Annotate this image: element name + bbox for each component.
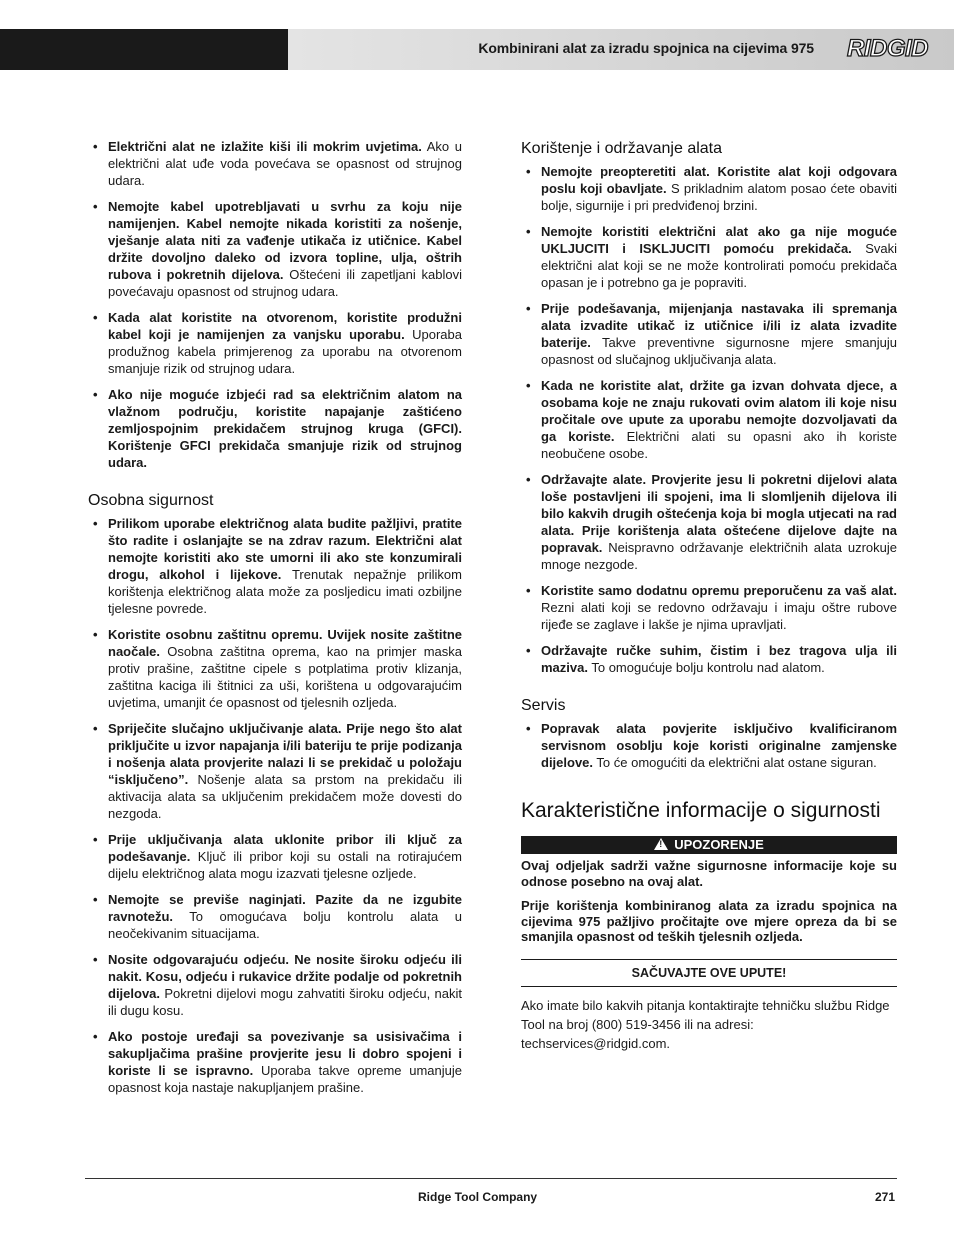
list-item — [88, 138, 462, 189]
warning-label: UPOZORENJE — [674, 837, 764, 852]
personal-safety-list — [88, 515, 462, 1096]
list-item — [521, 223, 897, 291]
right-column — [521, 138, 897, 1053]
list-item-text: Svaki električni alat koji se ne može kontrolirati pomoću prekidača opasan je i potrebno ga je popraviti. — [541, 241, 897, 290]
list-item-bold-text: Ako nije moguće izbjeći rad sa električnim alatom na vlažnom području, koristite napajanje zaštićeno zemljospojnim prekidačem strujnog kruga (GFCI). Korištenje GFCI prekidača smanjuje rizik od strujnog udara. — [108, 387, 462, 470]
footer-divider — [85, 1178, 897, 1179]
header-grey-band — [288, 29, 954, 70]
list-item-text: Osobna zaštitna oprema, kao na primjer maska protiv prašine, zaštitne cipele s potplatima protiv klizanja, zaštitna kaciga ili štitnici za uši, korištena u odgovarajućim uvjetima, umanjit će opasnost od tjelesnih ozljeda. — [108, 644, 462, 710]
document-title: Kombinirani alat za izradu spojnica na cijevima 975 — [478, 40, 814, 56]
list-item-text: To će omogućiti da električni alat ostane siguran. — [593, 755, 877, 770]
list-item-text: Nošenje alata sa prstom na prekidaču ili aktivacija alata sa uključenim prekidačem može dovesti do nezgoda. — [108, 772, 462, 821]
list-item — [521, 582, 897, 633]
tool-use-list — [521, 163, 897, 676]
list-item-text: Električni alati su opasni ako ih koriste neobučene osobe. — [541, 429, 897, 461]
list-item-text: Rezni alati koji se redovno održavaju i imaju oštre rubove rijeđe se zaglave i lakše je njima upravljati. — [541, 600, 897, 632]
list-item-bold-text: Popravak alata povjerite isključivo kvalificiranom servisnom osoblju koje koristi originalne zamjenske dijelove. — [541, 721, 897, 770]
list-item-bold-text: Koristite samo dodatnu opremu preporučenu za vaš alat. — [541, 583, 897, 598]
list-item — [88, 198, 462, 300]
list-item — [521, 471, 897, 573]
list-item — [521, 377, 897, 462]
list-item — [88, 1028, 462, 1096]
list-item-text: To omogućuje bolju kontrolu nad alatom. — [587, 660, 825, 675]
electrical-safety-list — [88, 138, 462, 471]
list-item-bold-text: Nemojte koristiti električni alat ako ga nije moguće UKLJUCITI i ISKLJUCITI pomoću prekidača. — [541, 224, 897, 256]
list-item-text: Ključ ili pribor koji su ostali na rotirajućem dijelu električnog alata mogu izazvati tjelesne ozljede. — [108, 849, 462, 881]
list-item-bold-text: Prilikom uporabe električnog alata budite pažljivi, pratite što radite i oslanjajte se na zdrav razum. Električni alat nemojte koristiti ako ste umorni ili ako ste konzumirali drogu, alkohol i lijekove. — [108, 516, 462, 582]
header-black-band — [0, 29, 288, 70]
list-item-bold-text: Spriječite slučajno uključivanje alata. Prije nego što alat priključite u izvor napajanja i/ili bateriju te prije podizanja i nošenja alata provjerite nalazi li se prekidač u položaju “isključeno”. — [108, 721, 462, 787]
contact-paragraph: Ako imate bilo kakvih pitanja kontaktirajte tehničku službu Ridge Tool na broj (800) 519-3456 ili na adresi: techservices@ridgid.com. — [521, 997, 890, 1051]
list-item — [88, 720, 462, 822]
list-item-bold-text: Održavajte alate. Provjerite jesu li pokretni dijelovi alata loše postavljeni ili spojeni, ima li slomljenih dijelova ili bilo kakvih drugih oštećenja koja bi mogla utjecati na rad alata. Prije korištenja alata oštećene dijelove dajte na popravak. — [541, 472, 897, 555]
list-item-text: To omogućava bolju kontrolu alata u neočekivanim situacijama. — [108, 909, 462, 941]
list-item-bold-text: Održavajte ručke suhim, čistim i bez tragova ulja ili maziva. — [541, 643, 897, 675]
list-item — [521, 642, 897, 676]
tool-use-heading: Korištenje i održavanje alata — [521, 140, 723, 157]
list-item-text: Takve preventivne sigurnosne mjere smanjuju opasnost od slučajnog uključivanja alata. — [541, 335, 897, 367]
list-item-text: Uporaba produžnog kabela primjerenog za uporabu na otvorenom smanjuje rizik od strujnog udara. — [108, 327, 462, 376]
list-item — [521, 720, 897, 771]
list-item-text: Neispravno održavanje električnih alata uzrokuje mnoge nezgode. — [541, 540, 897, 572]
section-title: Karakteristične informacije o sigurnosti — [521, 799, 881, 822]
list-item-bold-text: Kada ne koristite alat, držite ga izvan dohvata djece, a osobama koje ne znaju rukovati ovim alatom ili koje nisu pročitale ove upute za uporabu nemojte dozvoljavati da ga koriste. — [541, 378, 897, 444]
list-item-bold-text: Ako postoje uređaji sa povezivanje sa usisivačima i sakupljačima prašine provjerite jesu li dobro spojeni i koriste li se ispravno. — [108, 1029, 462, 1078]
list-item-bold-text: Nemojte se previše naginjati. Pazite da ne izgubite ravnotežu. — [108, 892, 462, 924]
warning-paragraph-2: Prije korištenja kombiniranog alata za izradu spojnica na cijevima 975 pažljivo pročitajte ove mjere opreza da bi se smanjila opasnost od teških tjelesnih ozljeda. — [521, 898, 897, 944]
list-item — [88, 831, 462, 882]
list-item-text: Pokretni dijelovi mogu zahvatiti široku odjeću, nakit ili dugu kosu. — [108, 986, 462, 1018]
list-item-text: Oštećeni ili zapetljani kablovi povećavaju opasnost od strujnog udara. — [108, 267, 462, 299]
warning-paragraph-1: Ovaj odjeljak sadrži važne sigurnosne informacije koje su odnose posebno na ovaj alat. — [521, 858, 897, 889]
service-list — [521, 720, 897, 771]
list-item — [88, 309, 462, 377]
left-column — [88, 138, 462, 1105]
list-item-bold-text: Nemojte preopteretiti alat. Koristite alat koji odgovara poslu koji obavljate. — [541, 164, 897, 196]
list-item-text: Uporaba takve opreme umanjuje opasnost koja nastaje nakupljanjem prašine. — [108, 1063, 462, 1095]
list-item-bold-text: Prije uključivanja alata uklonite pribor ili ključ za podešavanje. — [108, 832, 462, 864]
list-item — [88, 515, 462, 617]
footer-company: Ridge Tool Company — [418, 1190, 538, 1204]
service-heading: Servis — [521, 697, 566, 714]
save-instructions: SAČUVAJTE OVE UPUTE! — [521, 959, 897, 987]
list-item-bold-text: Prije podešavanja, mijenjanja nastavaka ili spremanja alata izvadite utikač iz utičnice i/ili iz alata izvadite baterije. — [541, 301, 897, 350]
list-item-text: Trenutak nepažnje prilikom korištenja električnog alata može za posljedicu imati ozbiljne tjelesne povrede. — [108, 567, 462, 616]
list-item — [88, 386, 462, 471]
list-item-bold-text: Kada alat koristite na otvorenom, koristite produžni kabel koji je namijenjen za vanjsku uporabu. — [108, 310, 462, 342]
list-item — [521, 300, 897, 368]
warning-triangle-icon — [654, 838, 668, 850]
warning-bar — [521, 836, 897, 854]
list-item-text: Ako u električni alat uđe voda povećava se opasnost od strujnog udara. — [108, 139, 463, 188]
personal-safety-heading: Osobna sigurnost — [88, 492, 214, 509]
list-item-bold-text: Koristite osobnu zaštitnu opremu. Uvijek nosite zaštitne naočale. — [108, 627, 462, 659]
list-item — [88, 891, 462, 942]
list-item — [521, 163, 897, 214]
list-item-bold-text: Električni alat ne izlažite kiši ili mokrim uvjetima. — [108, 139, 422, 154]
list-item-bold-text: Nosite odgovarajuću odjeću. Ne nosite široku odjeću ili nakit. Kosu, odjeću i rukavice držite podalje od pokretnih dijelova. — [108, 952, 462, 1001]
page-number: 271 — [875, 1190, 896, 1204]
ridgid-logo: RIDGID — [847, 35, 928, 62]
list-item — [88, 626, 462, 711]
list-item-bold-text: Nemojte kabel upotrebljavati u svrhu za koju nije namijenjen. Kabel nemojte nikada koristiti za nošenje, vješanje alata niti za vađenje utikača iz utičnice. Kabel držite dovoljno daleko od izvora topline, ulja, oštrih rubova i pokretnih dijelova. — [108, 199, 462, 282]
list-item-text: S prikladnim alatom posao ćete obaviti bolje, sigurnije i pri predviđenoj brzini. — [541, 181, 897, 213]
list-item — [88, 951, 462, 1019]
